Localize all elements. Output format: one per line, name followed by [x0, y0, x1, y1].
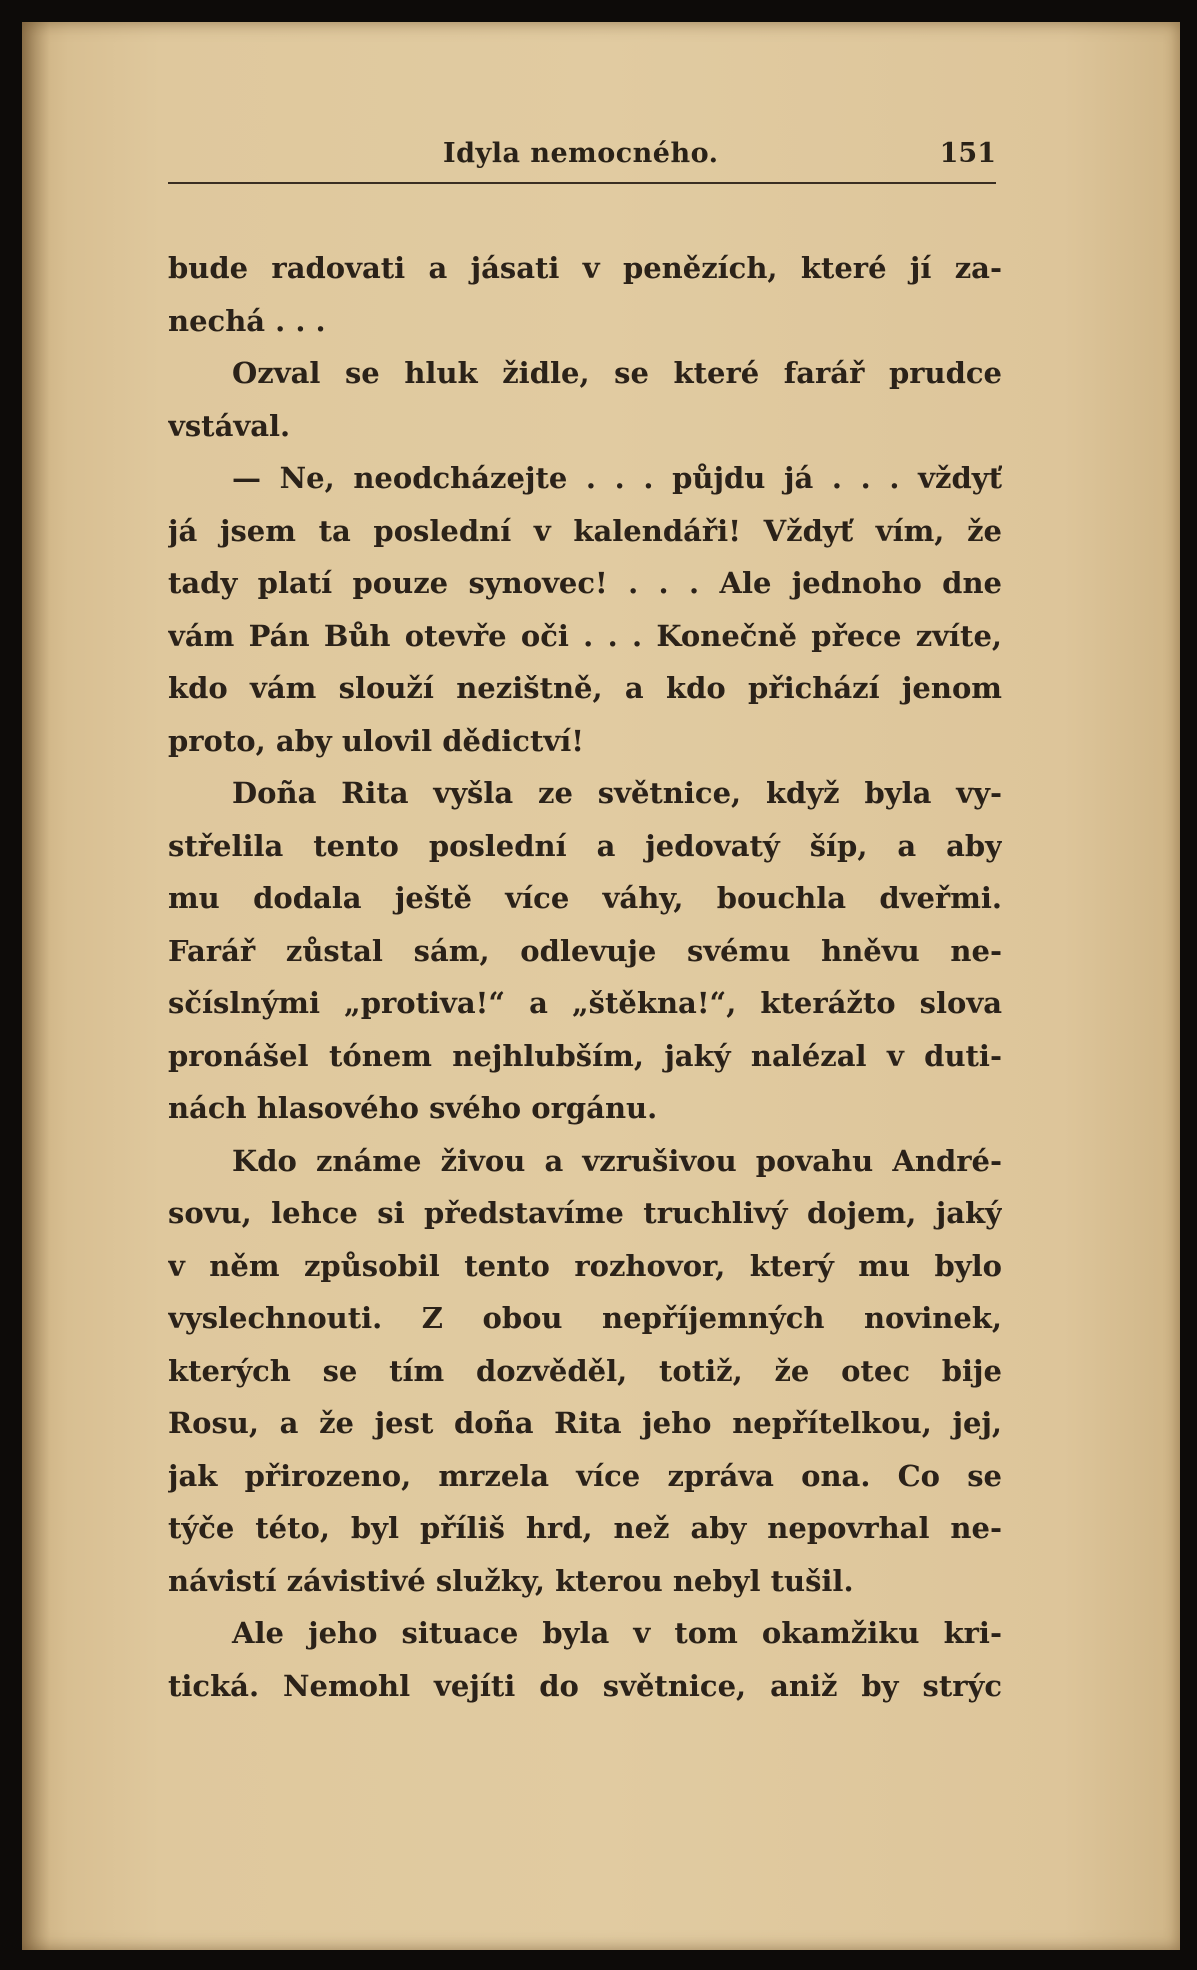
text-line: sovu, lehce si představíme truchlivý dojem, jaký [168, 1196, 1002, 1230]
body-text [168, 242, 1002, 1712]
text-line: nách hlasového svého orgánu. [168, 1091, 658, 1125]
text-line: kterých se tím dozvěděl, totiž, že otec bije [168, 1353, 1002, 1388]
text-line: vstával. [168, 408, 291, 443]
text-line: Ale jeho situace byla v tom okamžiku kri- [232, 1616, 1002, 1650]
text-line: proto, aby ulovil dědictví! [168, 723, 584, 758]
text-line: tická. Nemohl vejíti do světnice, aniž by strýc [168, 1668, 1002, 1703]
text-line: pronášel tónem nejhlubším, jaký nalézal v duti- [168, 1038, 1002, 1073]
text-line: sčíslnými „protiva!“ a „štěkna!“, kterážto slova [168, 986, 1002, 1020]
text-line: Doña Rita vyšla ze světnice, když byla vy- [232, 776, 1002, 810]
running-header [168, 136, 996, 184]
text-line: návistí závistivé služky, kterou nebyl tušil. [168, 1563, 854, 1598]
text-line: kdo vám slouží nezištně, a kdo přichází jenom [168, 671, 1002, 705]
text-line: Kdo známe živou a vzrušivou povahu André- [232, 1143, 1002, 1178]
text-line: já jsem ta poslední v kalendáři! Vždyť vím, že [168, 513, 1002, 548]
text-line: tady platí pouze synovec! . . . Ale jednoho dne [168, 566, 1002, 600]
text-line: Rosu, a že jest doña Rita jeho nepřítelkou, jej, [168, 1406, 1002, 1440]
text-line: nechá . . . [168, 303, 326, 338]
page-number: 151 [939, 138, 996, 169]
text-line: jak přirozeno, mrzela více zpráva ona. Co se [168, 1458, 1002, 1493]
page-gutter-shadow [22, 22, 50, 1950]
text-line: mu dodala ještě více váhy, bouchla dveřmi. [168, 881, 1002, 915]
text-line: střelila tento poslední a jedovatý šíp, a aby [168, 828, 1002, 863]
text-line: — Ne, neodcházejte . . . půjdu já . . . vždyť [232, 461, 1002, 495]
running-title: Idyla nemocného. [443, 138, 719, 169]
text-line: v něm způsobil tento rozhovor, který mu bylo [168, 1248, 1002, 1283]
text-line: Ozval se hluk židle, se které farář prudce [232, 356, 1002, 390]
text-line: týče této, byl příliš hrd, než aby nepovrhal ne- [168, 1511, 1002, 1545]
text-line: vám Pán Bůh otevře oči . . . Konečně přece zvíte, [168, 618, 1002, 653]
text-line: vyslechnouti. Z obou nepříjemných novinek, [168, 1301, 1002, 1335]
text-line: Farář zůstal sám, odlevuje svému hněvu ne- [168, 933, 1002, 968]
text-line: bude radovati a jásati v penězích, které jí za- [168, 251, 1002, 285]
